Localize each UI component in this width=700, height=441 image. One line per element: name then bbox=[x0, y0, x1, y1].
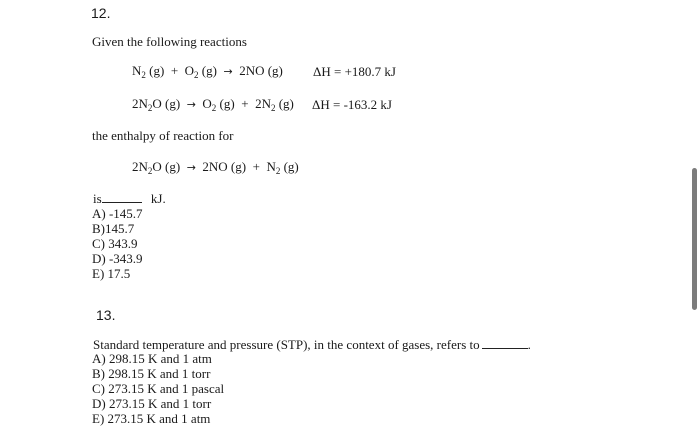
question-12-number: 12. bbox=[91, 5, 111, 21]
reaction-1-equation: $N_2$ $(g) + O_2$ (g) → 2NO (g) bbox=[132, 63, 283, 80]
question-12-middle-text: the enthalpy of reaction for bbox=[92, 128, 234, 143]
reaction-2-enthalpy: ΔH = -163.2 kJ bbox=[312, 97, 392, 112]
q13-option-c[interactable]: C) 273.15 K and 1 pascal bbox=[92, 381, 225, 396]
scrollbar-track[interactable] bbox=[688, 0, 700, 441]
q12-option-c[interactable]: C) 343.9 bbox=[92, 236, 138, 251]
q12-option-b[interactable]: B)145.7 bbox=[92, 221, 135, 236]
stp-answer-blank bbox=[482, 336, 528, 349]
q13-option-a[interactable]: A) 298.15 K and 1 atm bbox=[92, 351, 212, 366]
q12-option-d[interactable]: D) -343.9 bbox=[92, 251, 143, 266]
q12-option-e[interactable]: E) 17.5 bbox=[92, 266, 131, 281]
answer-blank-line: is kJ. bbox=[93, 191, 166, 206]
q13-option-b[interactable]: B) 298.15 K and 1 torr bbox=[92, 366, 211, 381]
reaction-2-equation: $2N_2O$ $(g) \to O_2$ $(g) + 2N_2$ (g) bbox=[132, 96, 294, 113]
answer-blank bbox=[102, 190, 142, 203]
question-13-number: 13. bbox=[96, 307, 116, 323]
question-12-intro: Given the following reactions bbox=[92, 34, 247, 49]
q13-option-e[interactable]: E) 273.15 K and 1 atm bbox=[92, 411, 211, 426]
reaction-arrow-icon: → bbox=[223, 65, 233, 78]
q12-option-a[interactable]: A) -145.7 bbox=[92, 206, 143, 221]
reaction-1-enthalpy: ΔH = +180.7 kJ bbox=[313, 64, 396, 79]
reaction-arrow-icon: → bbox=[186, 98, 196, 111]
reaction-arrow-icon: → bbox=[186, 161, 196, 174]
target-reaction-equation: $2N_2O$ (g) → 2NO $(g) + N_2$ (g) bbox=[132, 159, 299, 176]
q13-option-d[interactable]: D) 273.15 K and 1 torr bbox=[92, 396, 212, 411]
scrollbar-thumb[interactable] bbox=[692, 168, 697, 310]
question-13-stem: Standard temperature and pressure (STP), in the context of gases, refers to . bbox=[93, 337, 531, 352]
